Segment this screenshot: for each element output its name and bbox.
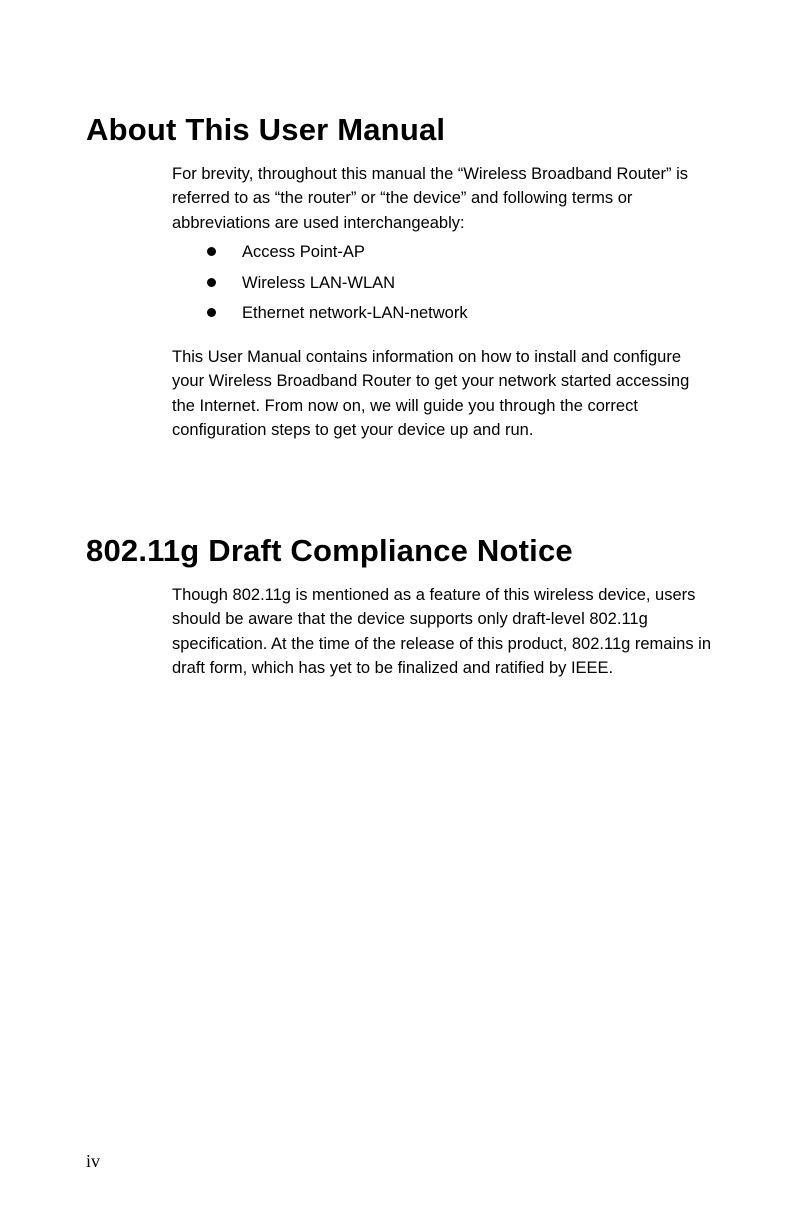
section-compliance-notice — [0, 531, 793, 681]
list-item-label: Wireless LAN-WLAN — [242, 273, 396, 292]
bullet-icon — [207, 247, 216, 256]
section-heading: 802.11g Draft Compliance Notice — [86, 533, 573, 568]
bullet-icon — [207, 308, 216, 317]
terms-list — [0, 237, 793, 329]
body-paragraph: Though 802.11g is mentioned as a feature of this wireless device, users should be aware that the device supports only draft-level 802.11g specification. At the time of the release of this product, 802.11g remains in draft form, which has yet to be finalized and ratified by IEEE. — [172, 586, 711, 678]
list-item — [0, 268, 793, 299]
page-number: iv — [86, 1151, 101, 1171]
intro-paragraph: For brevity, throughout this manual the “Wireless Broadband Router” is referred to as “the router” or “the device” and following terms or abbreviations are used interchangeably: — [172, 165, 689, 232]
section-heading: About This User Manual — [86, 112, 446, 147]
section-about-this-user-manual — [0, 110, 793, 442]
list-item — [0, 298, 793, 329]
list-item-label: Access Point-AP — [242, 243, 365, 262]
list-item — [0, 237, 793, 268]
bullet-icon — [207, 278, 216, 287]
body-paragraph: This User Manual contains information on how to install and configure your Wireless Broadband Router to get your network started accessing the Internet. From now on, we will guide you through the correct configuration steps to get your device up and run. — [172, 347, 690, 439]
list-item-label: Ethernet network-LAN-network — [242, 304, 468, 323]
